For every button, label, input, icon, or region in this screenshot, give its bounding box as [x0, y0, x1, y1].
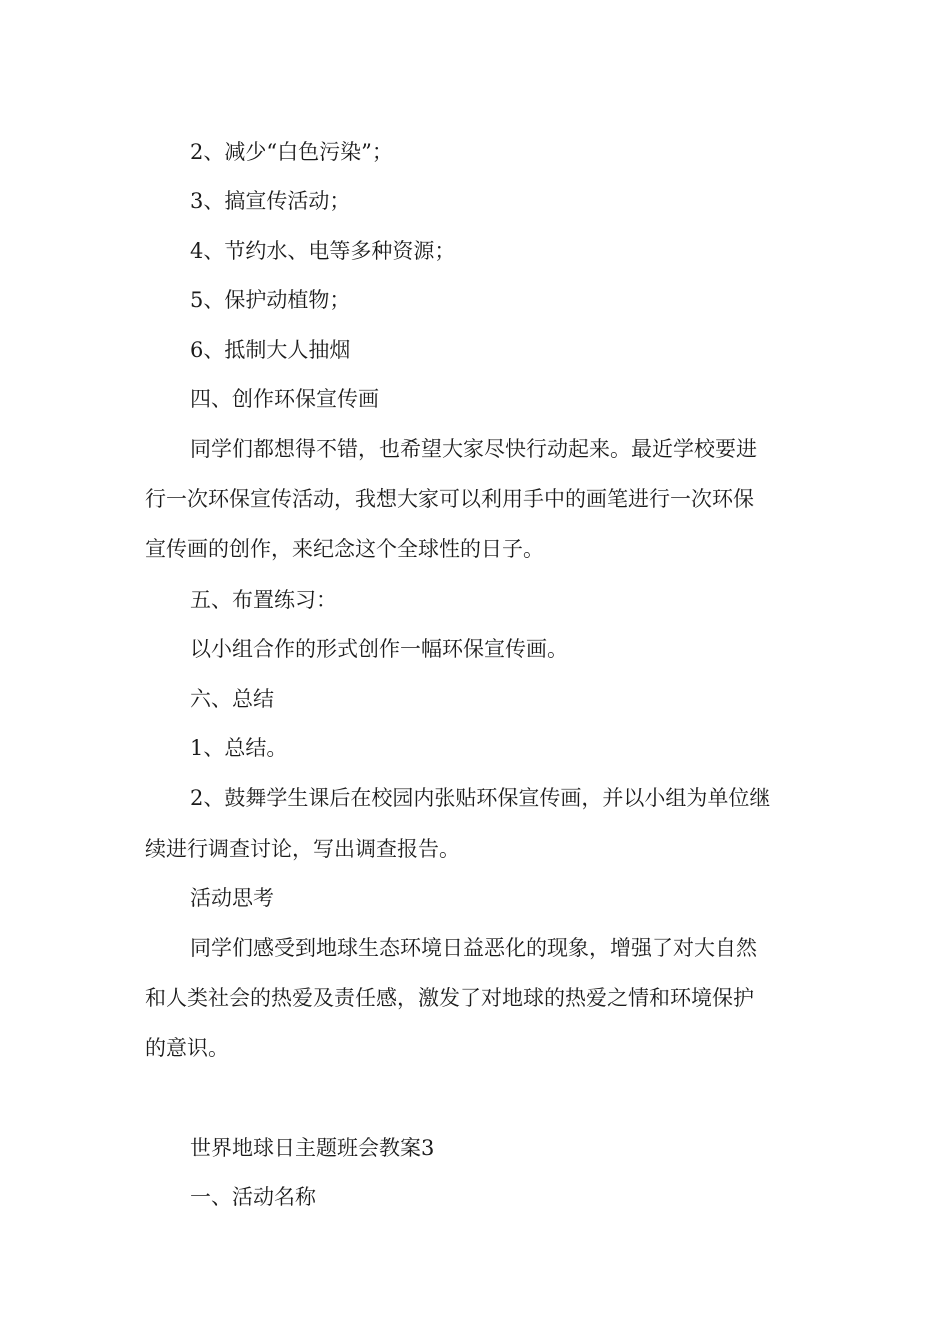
paragraph-line: 和人类社会的热爱及责任感，激发了对地球的热爱之情和环境保护: [145, 986, 754, 1010]
section-heading-poster-creation: 四、创作环保宣传画: [190, 387, 379, 411]
document-title: 世界地球日主题班会教案3: [190, 1136, 435, 1160]
list-item-reduce-white-pollution: 2、减少“白色污染”；: [190, 140, 393, 164]
paragraph-line: 行一次环保宣传活动，我想大家可以利用手中的画笔进行一次环保: [145, 487, 754, 511]
paragraph-line: 宣传画的创作，来纪念这个全球性的日子。: [145, 537, 544, 561]
paragraph-line: 续进行调查讨论，写出调查报告。: [145, 837, 460, 861]
paragraph-line: 以小组合作的形式创作一幅环保宣传画。: [190, 637, 568, 661]
list-item-publicity-activities: 3、搞宣传活动；: [190, 189, 351, 213]
list-item-save-resources: 4、节约水、电等多种资源；: [190, 239, 456, 263]
paragraph-line: 2、鼓舞学生课后在校园内张贴环保宣传画，并以小组为单位继: [190, 786, 771, 810]
list-item-no-smoking: 6、抵制大人抽烟: [190, 338, 351, 362]
list-item-protect-wildlife: 5、保护动植物；: [190, 288, 351, 312]
paragraph-line: 同学们都想得不错，也希望大家尽快行动起来。最近学校要进: [190, 437, 757, 461]
paragraph-line: 的意识。: [145, 1036, 229, 1060]
list-item-summary: 1、总结。: [190, 736, 288, 760]
paragraph-line: 同学们感受到地球生态环境日益恶化的现象，增强了对大自然: [190, 936, 757, 960]
section-heading-activity-name: 一、活动名称: [190, 1185, 316, 1209]
section-heading-reflection: 活动思考: [190, 886, 274, 910]
section-heading-assignment: 五、布置练习：: [190, 588, 337, 612]
section-heading-summary: 六、总结: [190, 687, 274, 711]
